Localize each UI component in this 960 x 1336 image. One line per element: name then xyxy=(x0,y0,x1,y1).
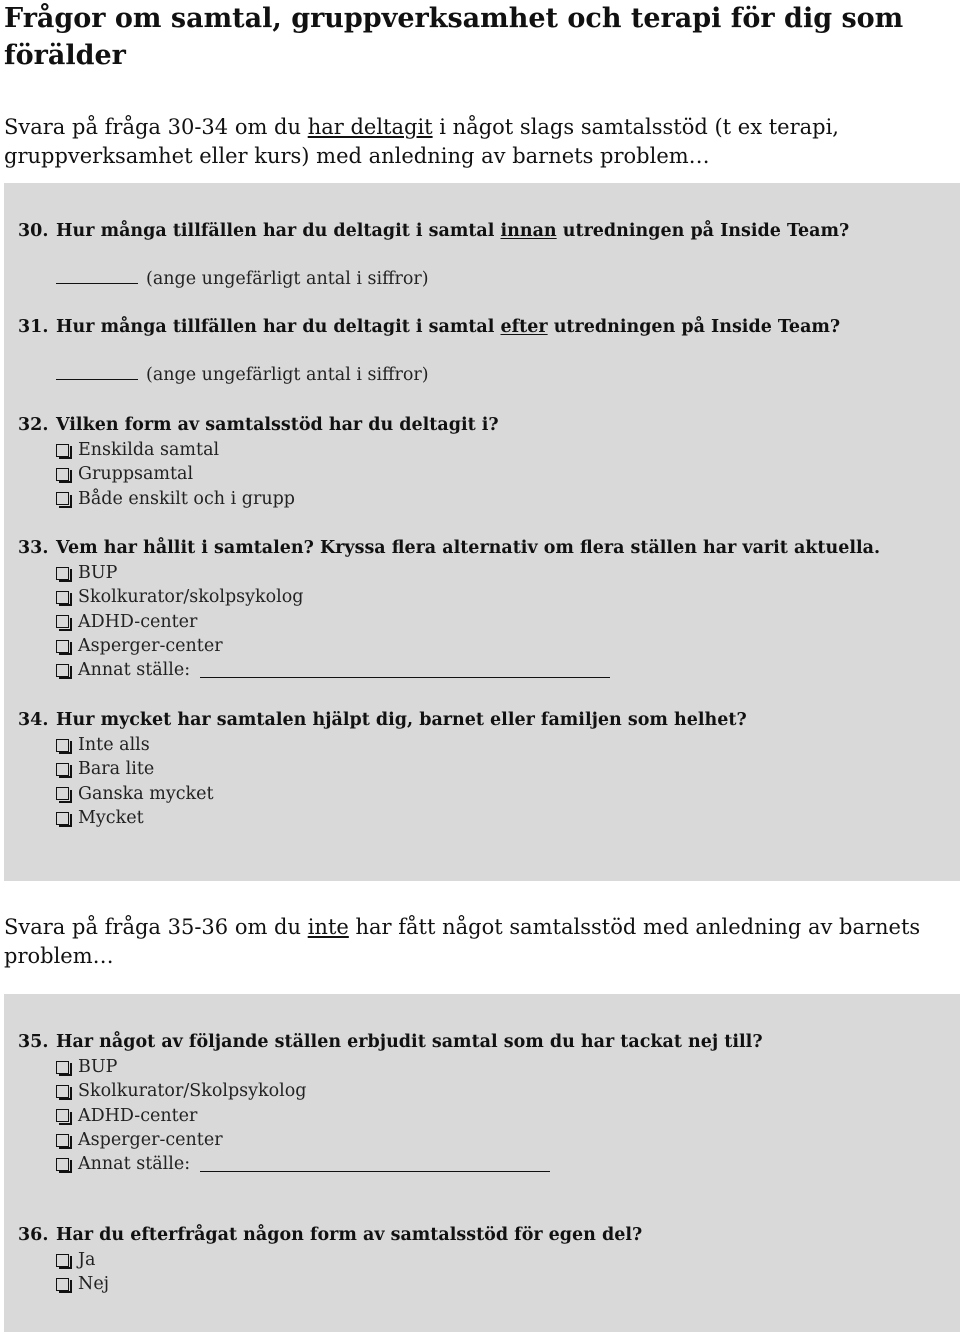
section1-intro-pre: Svara på fråga 30-34 om du xyxy=(4,115,308,139)
option-label: Annat ställe: xyxy=(78,1154,191,1175)
question-number: 32. xyxy=(18,415,49,435)
question-36 xyxy=(18,1223,642,1247)
option-label: Asperger-center xyxy=(78,1129,223,1150)
q32-options xyxy=(56,438,295,511)
option-label: Asperger-center xyxy=(78,635,223,656)
option-label: Både enskilt och i grupp xyxy=(78,488,295,509)
checkbox-icon[interactable] xyxy=(56,567,69,580)
checkbox-option[interactable] xyxy=(56,782,214,806)
option-label: Nej xyxy=(78,1274,110,1295)
question-number: 31. xyxy=(18,317,49,337)
checkbox-icon[interactable] xyxy=(56,1278,69,1291)
section2-intro-underlined: inte xyxy=(307,915,349,939)
option-label: BUP xyxy=(78,563,118,583)
option-label: BUP xyxy=(78,1057,118,1077)
option-label: Mycket xyxy=(78,807,144,828)
section2-box xyxy=(4,994,960,1332)
checkbox-option[interactable] xyxy=(56,1104,550,1128)
checkbox-icon[interactable] xyxy=(56,591,69,604)
option-label: Enskilda samtal xyxy=(78,440,220,460)
question-number: 30. xyxy=(18,221,49,241)
option-label: Ja xyxy=(78,1250,96,1270)
checkbox-option[interactable] xyxy=(56,634,610,658)
checkbox-option[interactable] xyxy=(56,561,610,585)
question-text-underlined: efter xyxy=(500,317,548,337)
section2-intro-post: har fått något samtalsstöd med anledning av barnets problem… xyxy=(4,915,921,968)
q31-note: (ange ungefärligt antal i siffror) xyxy=(146,365,429,385)
checkbox-icon[interactable] xyxy=(56,492,69,505)
other-place-input[interactable] xyxy=(200,1157,550,1172)
question-number: 33. xyxy=(18,538,49,558)
q34-options xyxy=(56,733,214,830)
checkbox-option[interactable] xyxy=(56,585,610,609)
question-text-post: utredningen på Inside Team? xyxy=(556,221,850,241)
checkbox-option[interactable] xyxy=(56,1055,550,1079)
question-30 xyxy=(18,219,849,243)
section1-intro-underlined: har deltagit xyxy=(307,115,433,139)
checkbox-icon[interactable] xyxy=(56,1085,69,1098)
option-label: Bara lite xyxy=(78,759,155,780)
question-text: Vilken form av samtalsstöd har du deltagit i? xyxy=(56,415,499,435)
question-34 xyxy=(18,708,747,732)
checkbox-option[interactable] xyxy=(56,733,214,757)
other-place-input[interactable] xyxy=(200,663,610,678)
checkbox-option[interactable] xyxy=(56,1128,550,1152)
checkbox-option[interactable] xyxy=(56,806,214,830)
option-label: Inte alls xyxy=(78,735,150,755)
checkbox-icon[interactable] xyxy=(56,787,69,800)
checkbox-icon[interactable] xyxy=(56,1158,69,1171)
checkbox-icon[interactable] xyxy=(56,1061,69,1074)
checkbox-icon[interactable] xyxy=(56,664,69,677)
question-text-underlined: innan xyxy=(500,221,557,241)
section1-box xyxy=(4,183,960,881)
checkbox-option[interactable] xyxy=(56,1079,550,1103)
checkbox-icon[interactable] xyxy=(56,763,69,776)
q36-options xyxy=(56,1248,109,1297)
checkbox-icon[interactable] xyxy=(56,615,69,628)
checkbox-icon[interactable] xyxy=(56,1109,69,1122)
checkbox-option[interactable] xyxy=(56,1248,109,1272)
question-text: Vem har hållit i samtalen? Kryssa flera alternativ om flera ställen har varit aktuella. xyxy=(56,538,881,558)
q35-options xyxy=(56,1055,550,1176)
checkbox-icon[interactable] xyxy=(56,1254,69,1267)
checkbox-option-other[interactable] xyxy=(56,658,610,682)
option-label: Gruppsamtal xyxy=(78,464,194,485)
checkbox-icon[interactable] xyxy=(56,739,69,752)
q33-options xyxy=(56,561,610,682)
checkbox-icon[interactable] xyxy=(56,812,69,825)
section1-intro-post: i något slags samtalsstöd (t ex terapi, gruppverksamhet eller kurs) med anledning av barnets problem… xyxy=(4,115,839,168)
question-number: 34. xyxy=(18,710,49,730)
checkbox-option-other[interactable] xyxy=(56,1152,550,1176)
question-33 xyxy=(18,536,880,560)
option-label: ADHD-center xyxy=(78,611,198,632)
section1-intro xyxy=(4,113,934,171)
option-label: Skolkurator/skolpsykolog xyxy=(78,587,304,608)
checkbox-option[interactable] xyxy=(56,757,214,781)
option-label: Annat ställe: xyxy=(78,660,191,681)
option-label: Ganska mycket xyxy=(78,783,214,804)
question-text: Har något av följande ställen erbjudit samtal som du har tackat nej till? xyxy=(56,1032,763,1052)
checkbox-icon[interactable] xyxy=(56,640,69,653)
section2-intro xyxy=(4,913,934,971)
question-text-pre: Hur många tillfällen har du deltagit i samtal xyxy=(56,221,501,241)
q31-answer-row xyxy=(56,363,429,387)
question-31 xyxy=(18,315,840,339)
question-text: Har du efterfrågat någon form av samtalsstöd för egen del? xyxy=(56,1225,643,1245)
checkbox-option[interactable] xyxy=(56,462,295,486)
question-number: 36. xyxy=(18,1225,49,1245)
question-text: Hur mycket har samtalen hjälpt dig, barnet eller familjen som helhet? xyxy=(56,710,747,730)
checkbox-icon[interactable] xyxy=(56,1134,69,1147)
q31-count-blank[interactable] xyxy=(56,364,138,380)
checkbox-option[interactable] xyxy=(56,487,295,511)
question-32 xyxy=(18,413,499,437)
question-number: 35. xyxy=(18,1032,49,1052)
option-label: ADHD-center xyxy=(78,1105,198,1126)
page-title: Frågor om samtal, gruppverksamhet och terapi för dig som förälder xyxy=(4,3,904,71)
option-label: Skolkurator/Skolpsykolog xyxy=(78,1081,307,1102)
checkbox-option[interactable] xyxy=(56,1272,109,1296)
question-35 xyxy=(18,1030,763,1054)
checkbox-option[interactable] xyxy=(56,438,295,462)
checkbox-option[interactable] xyxy=(56,610,610,634)
q30-count-blank[interactable] xyxy=(56,268,138,284)
section2-intro-pre: Svara på fråga 35-36 om du xyxy=(4,915,308,939)
checkbox-icon[interactable] xyxy=(56,468,69,481)
checkbox-icon[interactable] xyxy=(56,444,69,457)
question-text-pre: Hur många tillfällen har du deltagit i samtal xyxy=(56,317,501,337)
q30-answer-row xyxy=(56,267,429,291)
question-text-post: utredningen på Inside Team? xyxy=(547,317,841,337)
q30-note: (ange ungefärligt antal i siffror) xyxy=(146,269,429,289)
